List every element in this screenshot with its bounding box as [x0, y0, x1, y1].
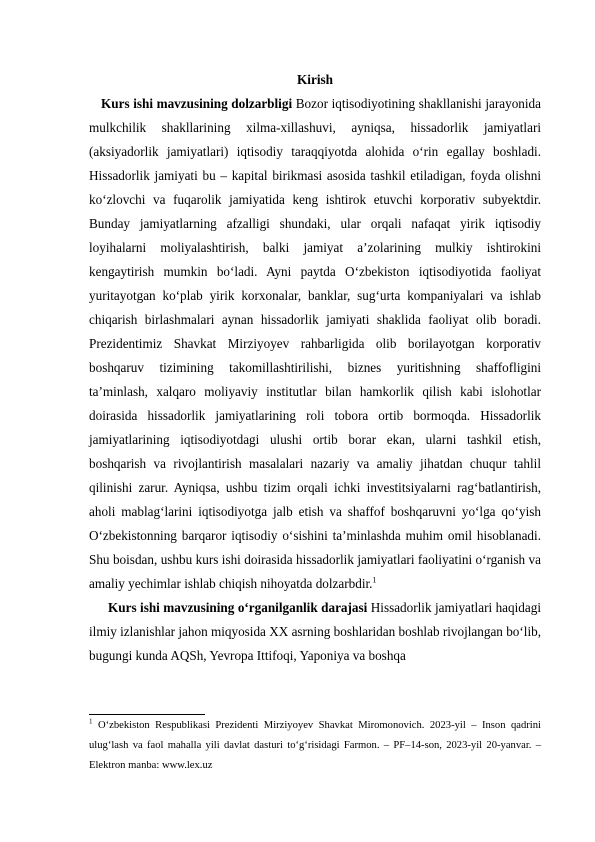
footnote-reference[interactable]: 1	[372, 575, 377, 585]
paragraph-study-level	[89, 596, 541, 668]
footnote-separator	[89, 714, 205, 715]
relevance-heading: Kurs ishi mavzusining dolzarbligi	[101, 96, 293, 111]
relevance-text: Bozor iqtisodiyotining shakllanishi jarayonida mulkchilik shakllarining xilma-xillashuvi, ayniqsa, hissadorlik jamiyatlari (aksiyadorlik jamiyatlari) iqtisodiy taraqqiyotda alohida o‘rin egallay boshladi. Hissadorlik jamiyati bu – kapital birikmasi asosida tashkil etiladigan, foyda olishni ko‘zlovchi va fuqarolik jamiyatida keng ishtirok etuvchi korporativ subyektdir. Bunday jamiyatlarning afzalligi shundaki, ular orqali nafaqat yirik iqtisodiy loyihalarni moliyalashtirish, balki jamiyat a’zolarining mulkiy ishtirokini kengaytirish mumkin bo‘ladi. Ayni paytda O‘zbekiston iqtisodiyotida faoliyat yuritayotgan ko‘plab yirik korxonalar, banklar, sug‘urta kompaniyalari va ishlab chiqarish birlashmalari aynan hissadorlik jamiyati shaklida faoliyat olib boradi. Prezidentimiz Shavkat Mirziyoyev rahbarligida olib borilayotgan korporativ boshqaruv tizimining takomillashtirilishi, biznes yuritishning shaffofligini ta’minlash, xalqaro moliyaviy institutlar bilan hamkorlik qilish kabi islohotlar doirasida hissadorlik jamiyatlarining roli tobora ortib bormoqda. Hissadorlik jamiyatlarining iqtisodiyotdagi ulushi ortib borar ekan, ularni tashkil etish, boshqarish va rivojlantirish masalalari nazariy va amaliy jihatdan chuqur tahlil qilinishi zarur. Ayniqsa, ushbu tizim orqali ichki investitsiyalarni rag‘batlantirish, aholi mablag‘larini iqtisodiyotga jalb etish va shaffof boshqaruvni yo‘lga qo‘yish O‘zbekistonning barqaror iqtisodiy o‘sishini ta’minlashda muhim omil hisoblanadi. Shu boisdan, ushbu kurs ishi doirasida hissadorlik jamiyatlari faoliyatini o‘rganish va amaliy yechimlar ishlab chiqish nihoyatda dolzarbdir.	[89, 96, 541, 591]
paragraph-relevance	[89, 92, 541, 596]
document-page	[89, 0, 541, 771]
footnote	[89, 716, 541, 776]
footnote-text: O‘zbekiston Respublikasi Prezidenti Mirziyoyev Shavkat Miromonovich. 2023-yil – Inson qadrini ulug‘lash va faol mahalla yili davlat dasturi to‘g‘risidagi Farmon. – PF–14-son, 2023-yil 20-yanvar. – Elektron manba: www.lex.uz	[89, 720, 541, 771]
study-level-text: Hissadorlik jamiyatlari haqidagi ilmiy izlanishlar jahon miqyosida XX asrning boshlaridan boshlab rivojlangan bo‘lib, bugungi kunda AQSh, Yevropa Ittifoqi, Yaponiya va boshqa	[89, 600, 541, 663]
section-title: Kirish	[297, 72, 333, 87]
footnote-number: 1	[89, 717, 93, 726]
study-level-heading: Kurs ishi mavzusining o‘rganilganlik darajasi	[108, 600, 368, 615]
